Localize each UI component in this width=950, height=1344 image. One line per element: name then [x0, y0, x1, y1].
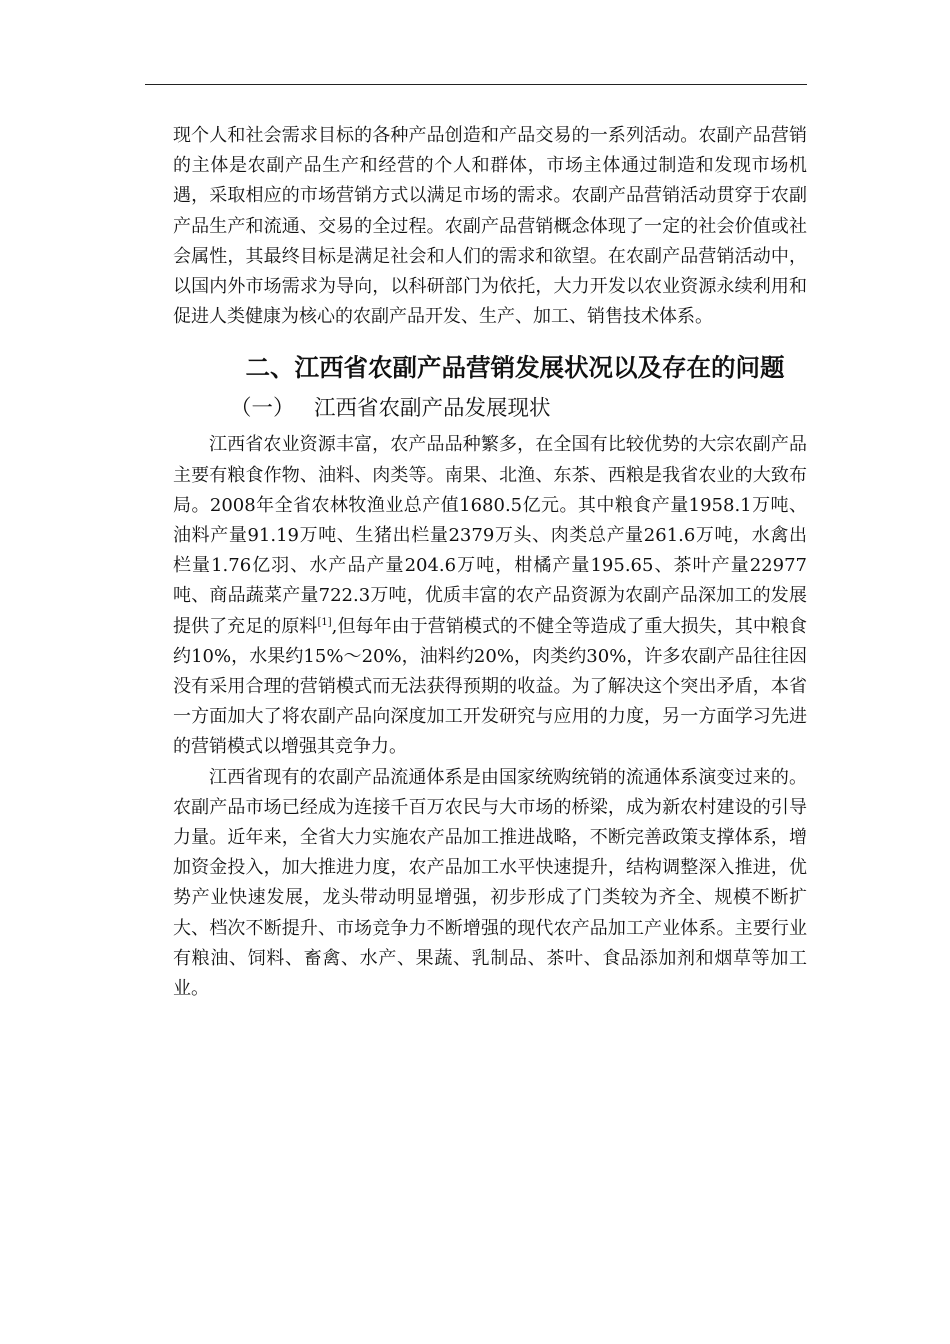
subsection-heading [173, 390, 807, 428]
subsection-number: （一） [230, 396, 295, 422]
subsection-title: 江西省农副产品发展现状 [314, 396, 551, 422]
document-body [173, 121, 807, 1004]
paragraph-circulation-system: 江西省现有的农副产品流通体系是由国家统购统销的流通体系演变过来的。农副产品市场已经成为连接千百万农民与大市场的桥梁，成为新农村建设的引导力量。近年来，全省大力实施农产品加工推进战略，不断完善政策支撑体系，增加资金投入，加大推进力度，农产品加工水平快速提升，结构调整深入推进，优势产业快速发展，龙头带动明显增强，初步形成了门类较为齐全、规模不断扩大、档次不断提升、市场竞争力不断增强的现代农产品加工产业体系。主要行业有粮油、饲料、畜禽、水产、果蔬、乳制品、茶叶、食品添加剂和烟草等加工业。 [173, 766, 807, 1000]
header-rule [145, 84, 807, 85]
paragraph-production-status [173, 430, 807, 762]
paragraph-text-part2: ,但每年由于营销模式的不健全等造成了重大损失，其中粮食约10%，水果约15%～20%，油料约20%，肉类约30%，许多农副产品往往因没有采用合理的营销模式而无法获得预期的收益。为了解决这个突出矛盾，本省一方面加大了将农副产品向深度加工开发研究与应用的力度，另一方面学习先进的营销模式以增强其竞争力。 [173, 615, 807, 758]
paragraph-text-part1: 江西省农业资源丰富，农产品品种繁多，在全国有比较优势的大宗农副产品主要有粮食作物、油料、肉类等。南果、北渔、东茶、西粮是我省农业的大致布局。2008年全省农林牧渔业总产值1680.5亿元。其中粮食产量1958.1万吨、油料产量91.19万吨、生猪出栏量2379万头、肉类总产量261.6万吨，水禽出栏量1.76亿羽、水产品产量204.6万吨，柑橘产量195.65、茶叶产量22977吨、商品蔬菜产量722.3万吨，优质丰富的农产品资源为农副产品深加工的发展提供了充足的原料 [173, 434, 807, 637]
citation-reference: [1] [317, 616, 332, 628]
section-heading: 二、江西省农副产品营销发展状况以及存在的问题 [245, 353, 785, 383]
paragraph-continued: 现个人和社会需求目标的各种产品创造和产品交易的一系列活动。农副产品营销的主体是农副产品生产和经营的个人和群体，市场主体通过制造和发现市场机遇，采取相应的市场营销方式以满足市场的需求。农副产品营销活动贯穿于农副产品生产和流通、交易的全过程。农副产品营销概念体现了一定的社会价值或社会属性，其最终目标是满足社会和人们的需求和欲望。在农副产品营销活动中，以国内外市场需求为导向，以科研部门为依托，大力开发以农业资源永续利用和促进人类健康为核心的农副产品开发、生产、加工、销售技术体系。 [173, 125, 807, 328]
